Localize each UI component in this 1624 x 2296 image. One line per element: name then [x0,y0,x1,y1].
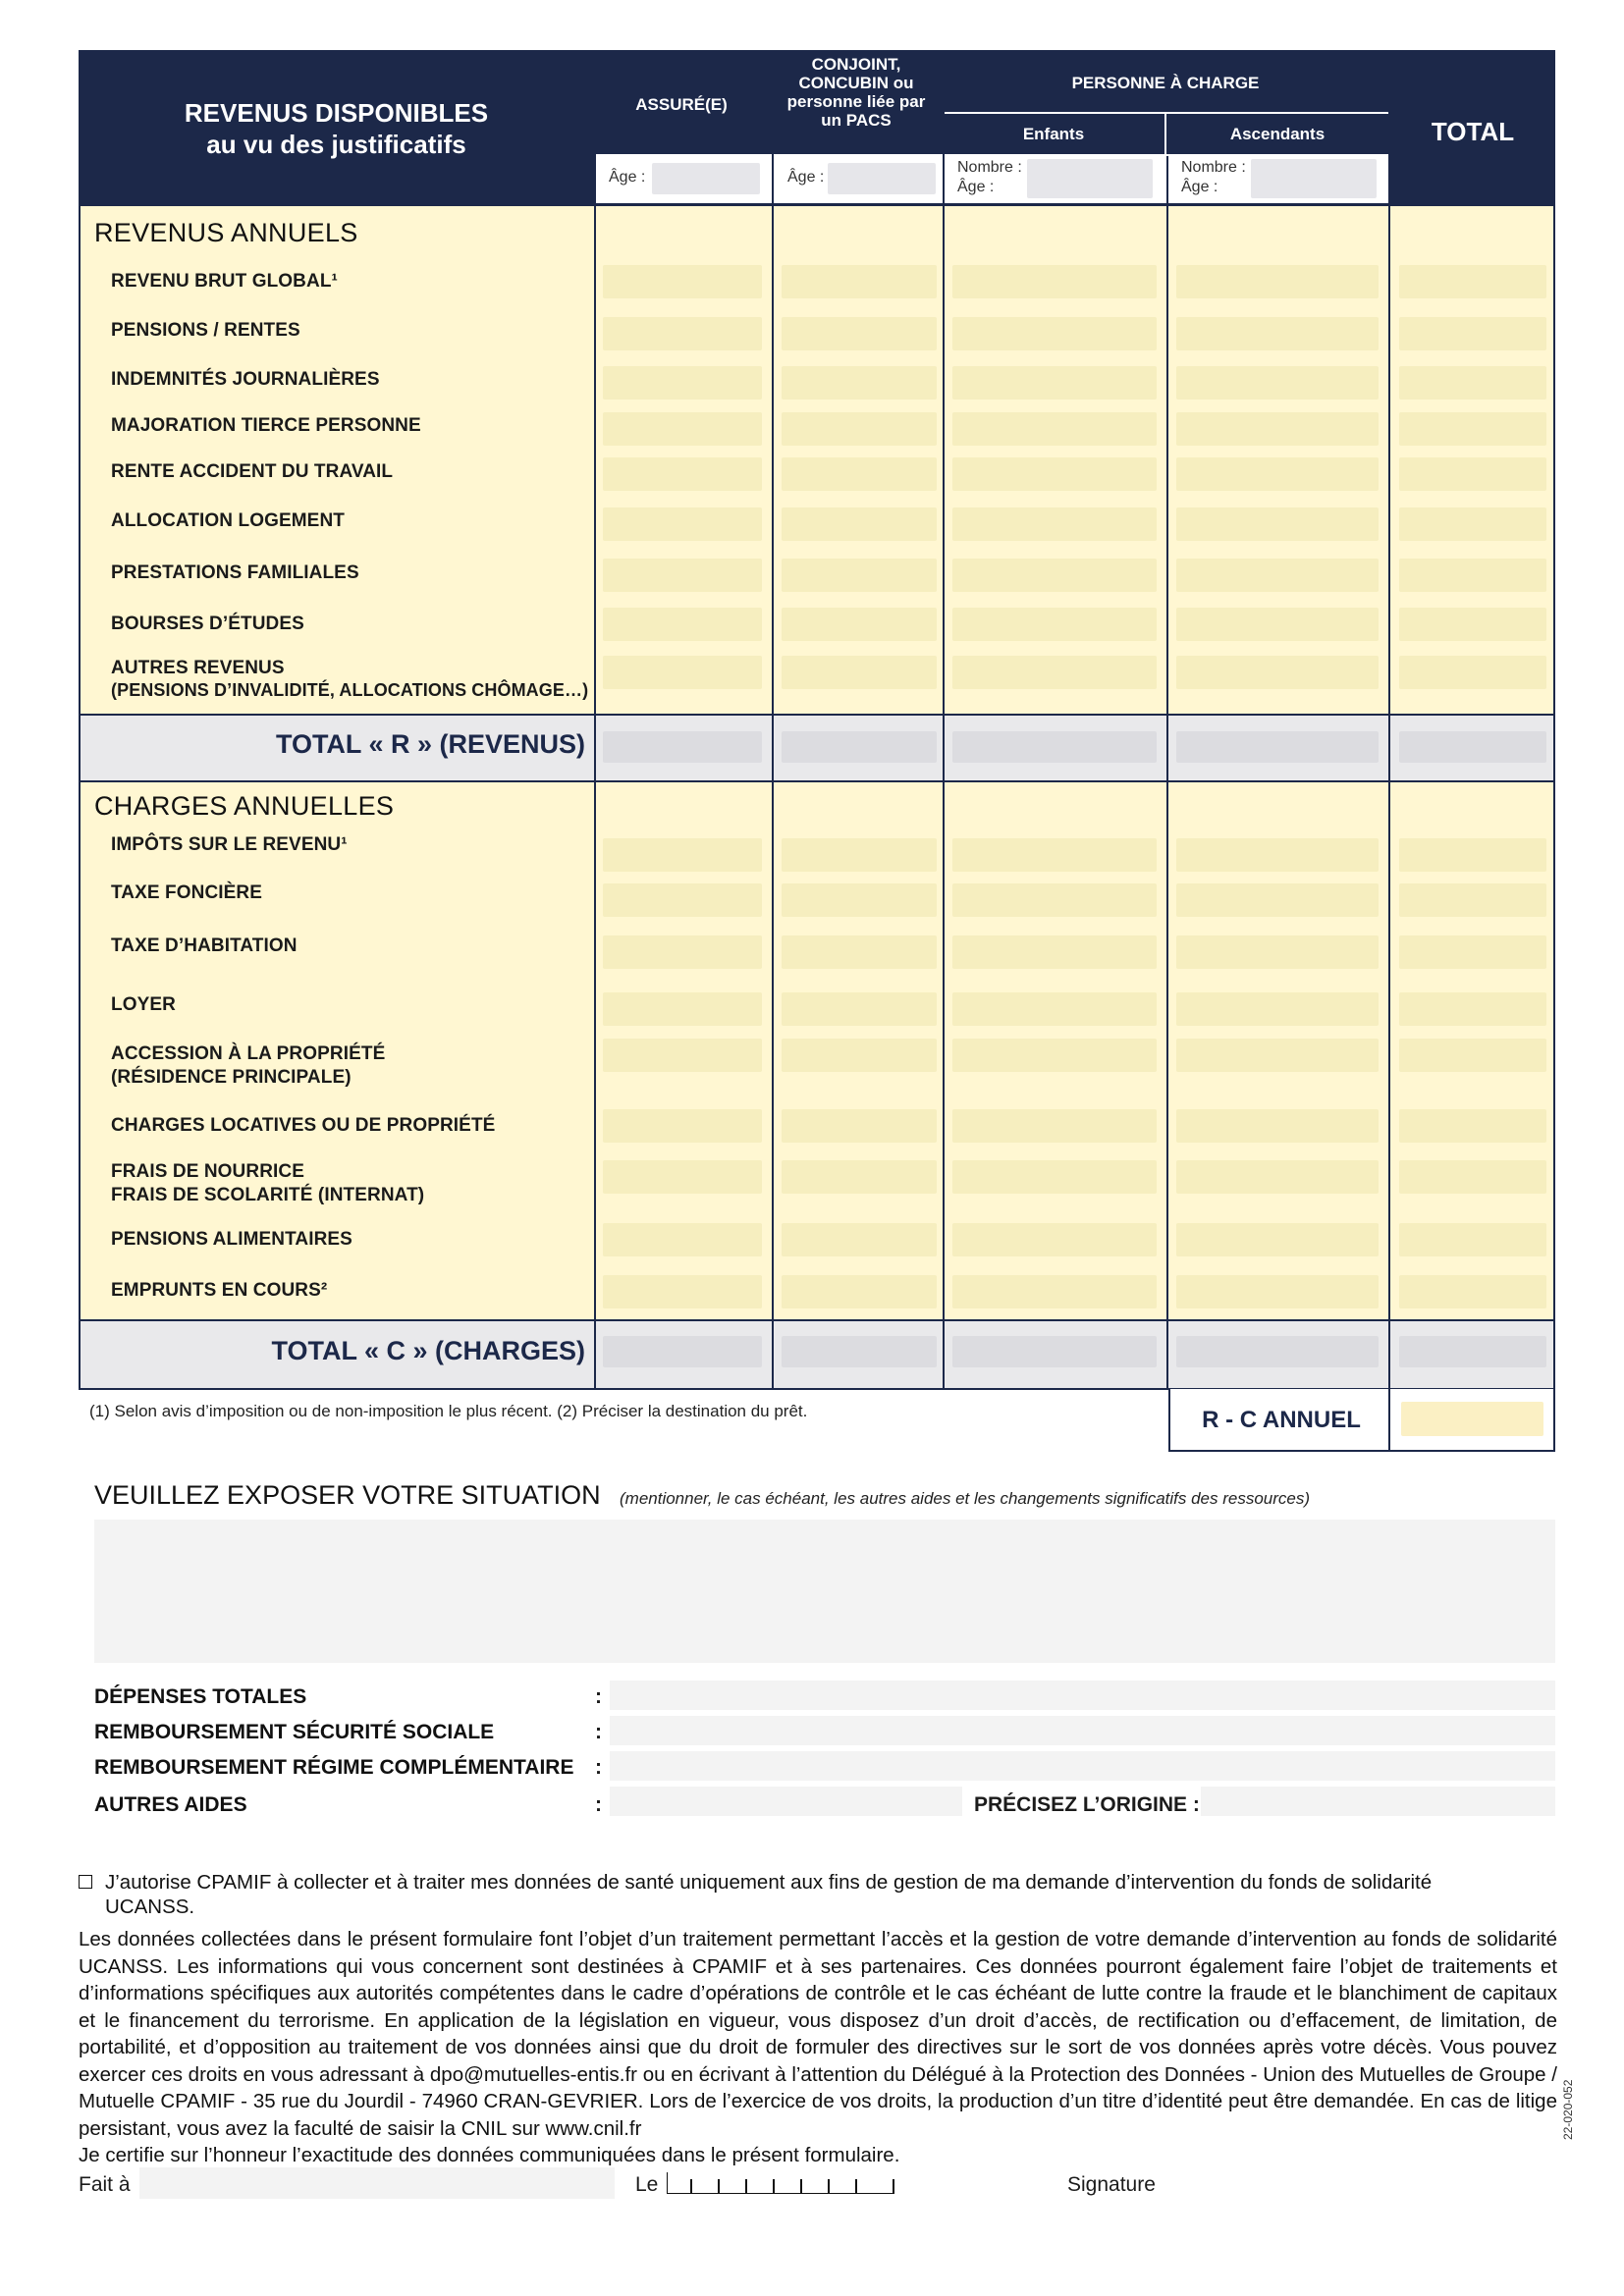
row-autres-revenus: AUTRES REVENUS [111,658,285,678]
amount-input[interactable] [1399,1160,1546,1194]
amount-input[interactable] [1176,317,1379,350]
consent-text: J’autorise CPAMIF à collecter et à traiter mes données de santé uniquement aux fins de gestion de ma demande d’intervention du fonds de solidarité UCANSS. [105,1871,1433,1918]
amount-input[interactable] [782,507,937,541]
amount-input[interactable] [603,1160,762,1194]
amount-input[interactable] [952,457,1157,491]
date-tick [690,2179,692,2194]
date-input[interactable] [667,2172,893,2194]
charges-title: CHARGES ANNUELLES [94,791,395,821]
autres-aides-label: AUTRES AIDES [94,1793,247,1816]
amount-input[interactable] [1176,838,1379,872]
date-label: Le [635,2173,659,2196]
ascendants-nombre-age-input[interactable] [1251,159,1377,198]
amount-input[interactable] [782,656,937,689]
amount-input[interactable] [603,559,762,592]
amount-input[interactable] [782,1039,937,1072]
amount-input[interactable] [782,883,937,917]
row-taxe-habitation: TAXE D’HABITATION [111,935,298,956]
total-input[interactable] [603,731,762,763]
amount-input[interactable] [1399,1039,1546,1072]
revenus-title: REVENUS ANNUELS [94,218,358,247]
amount-input[interactable] [952,1160,1157,1194]
amount-input[interactable] [1176,1160,1379,1194]
amount-input[interactable] [1399,317,1546,350]
amount-input[interactable] [603,507,762,541]
amount-input[interactable] [782,559,937,592]
amount-input[interactable] [603,412,762,446]
table-title: REVENUS DISPONIBLES au vu des justificatifs [184,98,489,159]
amount-input[interactable] [782,838,937,872]
total-r-label: TOTAL « R » (REVENUS) [275,729,585,759]
amount-input[interactable] [782,992,937,1026]
amount-input[interactable] [782,1109,937,1143]
amount-input[interactable] [1176,608,1379,641]
col-conjoint: CONJOINT, CONCUBIN ou personne liée par un PACS [786,55,926,130]
amount-input[interactable] [1176,1039,1379,1072]
row-impots: IMPÔTS SUR LE REVENU¹ [111,834,348,855]
autres-aides-input[interactable] [610,1787,962,1816]
amount-input[interactable] [1176,559,1379,592]
signature-label: Signature [1067,2173,1156,2196]
amount-input[interactable] [603,608,762,641]
amount-input[interactable] [1176,935,1379,969]
row-autres-revenus-detail: (PENSIONS D’INVALIDITÉ, ALLOCATIONS CHÔMAGE…) [111,680,589,700]
amount-input[interactable] [1399,507,1546,541]
total-input[interactable] [1399,731,1546,763]
amount-input[interactable] [952,656,1157,689]
total-c-label: TOTAL « C » (CHARGES) [271,1336,585,1365]
row-emprunts: EMPRUNTS EN COURS² [111,1280,328,1301]
amount-input[interactable] [603,1223,762,1256]
amount-input[interactable] [782,1275,937,1308]
amount-input[interactable] [952,559,1157,592]
amount-input[interactable] [1399,992,1546,1026]
amount-input[interactable] [952,838,1157,872]
row-majoration: MAJORATION TIERCE PERSONNE [111,415,421,436]
amount-input[interactable] [1176,412,1379,446]
remb-secu-input[interactable] [610,1716,1555,1745]
amount-input[interactable] [603,883,762,917]
amount-input[interactable] [782,608,937,641]
col-ascendants: Ascendants [1229,125,1326,143]
amount-input[interactable] [782,457,937,491]
amount-input[interactable] [603,1275,762,1308]
amount-input[interactable] [952,883,1157,917]
amount-input[interactable] [1399,1109,1546,1143]
amount-input[interactable] [952,992,1157,1026]
amount-input[interactable] [1399,366,1546,400]
amount-input[interactable] [1399,608,1546,641]
amount-input[interactable] [952,1275,1157,1308]
amount-input[interactable] [782,1223,937,1256]
depenses-label: DÉPENSES TOTALES [94,1685,307,1708]
age-conjoint-input[interactable] [828,163,936,194]
reference-code: 22-020-052 [1561,2079,1575,2140]
amount-input[interactable] [782,265,937,298]
date-tick [718,2179,720,2194]
situation-title: VEUILLEZ EXPOSER VOTRE SITUATION [94,1480,601,1510]
row-pensions-rentes: PENSIONS / RENTES [111,320,300,341]
amount-input[interactable] [1399,656,1546,689]
origine-input[interactable] [1201,1787,1555,1816]
amount-input[interactable] [1399,1275,1546,1308]
amount-input[interactable] [782,412,937,446]
date-tick [800,2179,802,2194]
rc-annuel-label: R - C ANNUEL [1202,1407,1361,1433]
row-frais-nourrice: FRAIS DE NOURRICE [111,1161,304,1182]
row-allocation-logement: ALLOCATION LOGEMENT [111,510,345,531]
amount-input[interactable] [952,1109,1157,1143]
total-input[interactable] [952,1336,1157,1367]
date-tick [893,2179,894,2194]
amount-input[interactable] [603,1039,762,1072]
amount-input[interactable] [782,317,937,350]
total-input[interactable] [1176,1336,1379,1367]
row-taxe-fonciere: TAXE FONCIÈRE [111,882,263,903]
row-accession: ACCESSION À LA PROPRIÉTÉ [111,1043,386,1064]
origine-label: PRÉCISEZ L’ORIGINE : [974,1793,1200,1816]
legal-text: Les données collectées dans le présent formulaire font l’objet d’un traitement permettant l’accès et la gestion de votre demande d’intervention au fonds de solidarité UCANSS. Les informations qui vous concernent sont destinées à CPAMIF et à ses partenaires. Ces données pourront également faire l’objet de traitements et d’informations spécifiques aux autorités compétentes dans le cadre d’opérations de contrôle et le cas échéant de lutte contre la fraude et le blanchiment de capitaux et le financement du terrorisme. En application de la législation en vigueur, vous disposez d’un droit d’accès, de rectification ou d’effacement, de limitation, de portabilité, et d’opposition au traitement de vos données ainsi que du droit de formuler des directives sur le sort de vos données après votre décès. Vous pouvez exercer ces droits en vous adressant à dpo@mutuelles-entis.fr ou en écrivant à l’attention du Délégué à la Protection des Données - Union des Mutuelles de Groupe / Mutuelle CPAMIF - 35 rue du Jourdil - 74960 CRAN-GEVRIER. Lors de l’exercice de vos droits, la production d’un titre d’identité peut être demandée. En cas de litige persistant, vous avez la faculté de saisir la CNIL sur www.cnil.fr Je certifie sur l’honneur l’exactitude des données communiquées dans le présent formulaire. [79,1928,1557,2166]
total-input[interactable] [1399,1336,1546,1367]
certify-text: Je certifie sur l’honneur l’exactitude des données communiquées dans le présent formulaire. [79,2144,900,2166]
amount-input[interactable] [952,507,1157,541]
date-tick [773,2179,775,2194]
row-frais-scolarite: FRAIS DE SCOLARITÉ (INTERNAT) [111,1185,425,1205]
amount-input[interactable] [1176,1223,1379,1256]
amount-input[interactable] [1399,838,1546,872]
amount-input[interactable] [1399,412,1546,446]
remb-complementaire-label: REMBOURSEMENT RÉGIME COMPLÉMENTAIRE [94,1756,574,1779]
date-tick [828,2179,830,2194]
amount-input[interactable] [603,265,762,298]
amount-input[interactable] [1399,457,1546,491]
amount-input[interactable] [952,1223,1157,1256]
row-bourses: BOURSES D’ÉTUDES [111,614,304,634]
amount-input[interactable] [1399,559,1546,592]
row-revenu-brut: REVENU BRUT GLOBAL¹ [111,271,338,292]
amount-input[interactable] [603,935,762,969]
amount-input[interactable] [782,1160,937,1194]
row-loyer: LOYER [111,994,176,1015]
total-input[interactable] [1176,731,1379,763]
row-charges-locatives: CHARGES LOCATIVES OU DE PROPRIÉTÉ [111,1115,496,1136]
amount-input[interactable] [603,1109,762,1143]
amount-input[interactable] [1176,366,1379,400]
amount-input[interactable] [603,656,762,689]
col-assure: ASSURÉ(E) [635,95,728,114]
amount-input[interactable] [603,838,762,872]
fait-a-label: Fait à [79,2173,131,2196]
rc-annuel-input[interactable] [1401,1402,1543,1436]
date-tick [745,2179,747,2194]
amount-input[interactable] [1176,507,1379,541]
fait-a-input[interactable] [139,2167,615,2199]
situation-textarea[interactable] [94,1520,1555,1663]
row-rente-accident: RENTE ACCIDENT DU TRAVAIL [111,461,394,482]
row-indemnites: INDEMNITÉS JOURNALIÈRES [111,369,380,390]
amount-input[interactable] [952,412,1157,446]
amount-input[interactable] [603,992,762,1026]
date-tick [855,2179,857,2194]
amount-input[interactable] [1399,1223,1546,1256]
amount-input[interactable] [1176,457,1379,491]
amount-input[interactable] [1176,1275,1379,1308]
amount-input[interactable] [1176,992,1379,1026]
amount-input[interactable] [1176,265,1379,298]
total-input[interactable] [603,1336,762,1367]
col-total: TOTAL [1431,117,1515,146]
remb-complementaire-input[interactable] [610,1751,1555,1781]
total-input[interactable] [782,1336,937,1367]
col-enfants: Enfants [1022,125,1085,143]
depenses-input[interactable] [610,1681,1555,1710]
amount-input[interactable] [603,317,762,350]
amount-input[interactable] [952,935,1157,969]
age-assure-input[interactable] [652,163,760,194]
total-input[interactable] [782,731,937,763]
amount-input[interactable] [782,935,937,969]
amount-input[interactable] [952,366,1157,400]
col-personne-charge: PERSONNE À CHARGE [1071,74,1260,92]
amount-input[interactable] [952,265,1157,298]
remb-secu-label: REMBOURSEMENT SÉCURITÉ SOCIALE [94,1721,495,1743]
row-accession-detail: (RÉSIDENCE PRINCIPALE) [111,1067,352,1088]
amount-input[interactable] [1399,935,1546,969]
amount-input[interactable] [952,1039,1157,1072]
amount-input[interactable] [1399,265,1546,298]
amount-input[interactable] [952,608,1157,641]
enfants-nombre-age-input[interactable] [1027,159,1153,198]
amount-input[interactable] [782,366,937,400]
amount-input[interactable] [603,366,762,400]
amount-input[interactable] [1176,1109,1379,1143]
income-table: REVENUS DISPONIBLES au vu des justificatifs ASSURÉ(E) CONJOINT, CONCUBIN ou personne liée par un PACS PERSONNE À CHARGE Enfants Ascendants TOTAL Âge : Âge : Nombre : Âge : Nombre : Âge : REVENUS ANNUELS CHARGES ANNUELLES REVENU BRUT GLOBAL¹ PENSIONS / RENTES INDEMNITÉS JOURNALIÈRES MAJORATION TIERCE PERSONNE RENTE ACCIDENT DU TRAVAIL ALLOCATION LOGEMENT PRESTATIONS FAMILIALES BOURSES D’ÉTUDES AUTRES REVENUS (PENSIONS D’INVALIDITÉ, ALLOCATIONS CHÔMAGE…) TOTAL « R » (REVENUS) IMPÔTS SUR LE REVENU¹ TAXE FONCIÈRE TAXE D’HABITATION LOYER ACCESSION À LA PROPRIÉTÉ (RÉSIDENCE PRINCIPALE) CHARGES LOCATIVES OU DE PROPRIÉTÉ FRAIS DE NOURRICE FRAIS DE SCOLARITÉ (INTERNAT) PENSIONS ALIMENTAIRES EMPRUNTS EN COURS² TOTAL « C » (CHARGES) [0,0,1624,1453]
amount-input[interactable] [603,457,762,491]
row-prestations: PRESTATIONS FAMILIALES [111,562,359,583]
total-input[interactable] [952,731,1157,763]
row-pensions-alimentaires: PENSIONS ALIMENTAIRES [111,1229,352,1250]
amount-input[interactable] [952,317,1157,350]
amount-input[interactable] [1399,883,1546,917]
situation-note: (mentionner, le cas échéant, les autres aides et les changements significatifs des ressources) [620,1489,1311,1508]
footnote: (1) Selon avis d’imposition ou de non-imposition le plus récent. (2) Préciser la destination du prêt. [89,1402,808,1420]
amount-input[interactable] [1176,656,1379,689]
amount-input[interactable] [1176,883,1379,917]
